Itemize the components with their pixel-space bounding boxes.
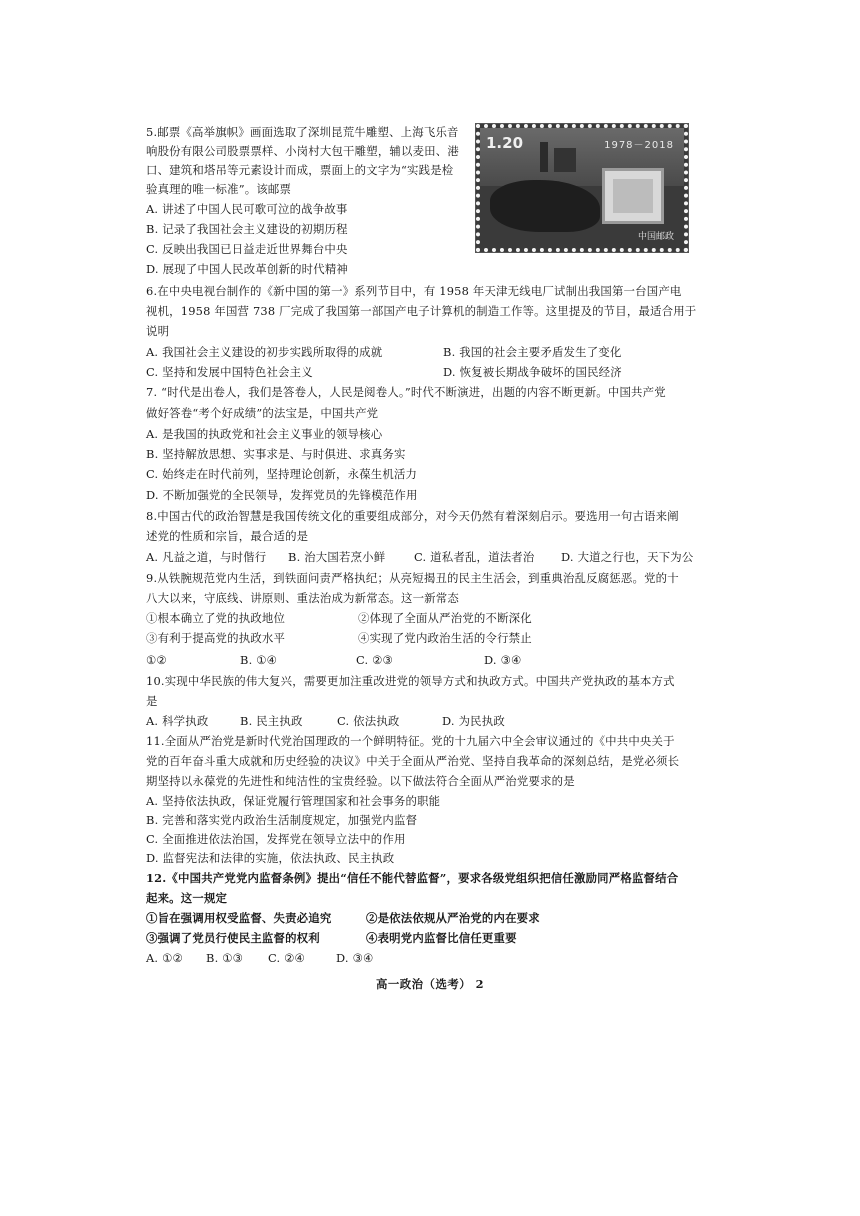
q11-option-a: A. 坚持依法执政，保证党履行管理国家和社会事务的职能	[146, 794, 441, 808]
q5-stem-line: 响股份有限公司股票票样、小岗村大包干雕塑，辅以麦田、港	[146, 144, 459, 158]
q12-statement-4: ④表明党内监督比信任更重要	[366, 931, 517, 945]
q5-option-a: A. 讲述了中国人民可歌可泣的战争故事	[146, 202, 348, 216]
q7-option-c: C. 始终走在时代前列，坚持理论创新，永葆生机活力	[146, 467, 418, 481]
q9-option-c: C. ②③	[356, 653, 393, 667]
stamp-building	[554, 148, 576, 172]
q7-stem-line: 7. “时代是出卷人，我们是答卷人，人民是阅卷人。”时代不断演进，出题的内容不断更新。中国共产党	[146, 385, 666, 399]
q11-stem-line: 党的百年奋斗重大成就和历史经验的决议》中关于全面从严治党、坚持自我革命的深刻总结，是党必须长	[146, 754, 680, 768]
q9-stem-line: 八大以来，守底线、讲原则、重法治成为新常态。这一新常态	[146, 591, 459, 605]
stamp-bull-sculpture	[490, 180, 600, 232]
q9-option-b: B. ①④	[240, 653, 278, 667]
q9-stem-line: 9.从铁腕规范党内生活，到铁面问责严格执纪；从亮短揭丑的民主生活会，到重典治乱反腐惩恶。党的十	[146, 571, 679, 585]
q5-option-c: C. 反映出我国已日益走近世界舞台中央	[146, 242, 348, 256]
q10-option-c: C. 依法执政	[337, 714, 400, 728]
q11-option-d: D. 监督宪法和法律的实施，依法执政、民主执政	[146, 851, 395, 865]
q12-option-a: A. ①②	[146, 951, 183, 965]
q10-option-d: D. 为民执政	[442, 714, 505, 728]
q8-option-a: A. 凡益之道，与时偕行	[146, 550, 267, 564]
stamp-share-certificate	[602, 168, 664, 224]
q5-option-b: B. 记录了我国社会主义建设的初期历程	[146, 222, 348, 236]
q7-option-a: A. 是我国的执政党和社会主义事业的领导核心	[146, 427, 383, 441]
stamp-country: 中国邮政	[637, 232, 674, 242]
postage-stamp-image	[476, 124, 688, 252]
q5-stem-line: 口、建筑和塔吊等元素设计而成，票面上的文字为“实践是检	[146, 163, 454, 177]
q8-option-d: D. 大道之行也，天下为公	[561, 550, 694, 564]
q11-option-c: C. 全面推进依法治国，发挥党在领导立法中的作用	[146, 832, 406, 846]
q7-option-b: B. 坚持解放思想、实事求是、与时俱进、求真务实	[146, 447, 406, 461]
q11-option-b: B. 完善和落实党内政治生活制度规定，加强党内监督	[146, 813, 418, 827]
q10-stem-line: 10.实现中华民族的伟大复兴，需要更加注重改进党的领导方式和执政方式。中国共产党执政的基本方式	[146, 674, 675, 688]
q6-stem-line: 视机，1958 年国营 738 厂完成了我国第一部国产电子计算机的制造工作等。这里提及的节目，最适合用于	[146, 304, 697, 318]
stamp-years: 1978－2018	[604, 140, 674, 151]
q6-stem-line: 6.在中央电视台制作的《新中国的第一》系列节目中，有 1958 年天津无线电厂试制出我国第一台国产电	[146, 284, 682, 298]
q8-stem-line: 8.中国古代的政治智慧是我国传统文化的重要组成部分，对今天仍然有着深刻启示。要选用一句古语来阐	[146, 509, 679, 523]
q6-option-d: D. 恢复被长期战争破坏的国民经济	[443, 365, 622, 379]
q10-option-a: A. 科学执政	[146, 714, 209, 728]
q8-option-b: B. 治大国若烹小鲜	[288, 550, 386, 564]
q7-stem-line: 做好答卷“考个好成绩”的法宝是，中国共产党	[146, 406, 379, 420]
q12-statement-2: ②是依法依规从严治党的内在要求	[366, 911, 540, 925]
q6-option-c: C. 坚持和发展中国特色社会主义	[146, 365, 313, 379]
q9-option-d: D. ③④	[484, 653, 522, 667]
q9-statement-3: ③有利于提高党的执政水平	[146, 631, 286, 645]
q12-statement-1: ①旨在强调用权受监督、失责必追究	[146, 911, 332, 925]
q11-stem-line: 11.全面从严治党是新时代党治国理政的一个鲜明特征。党的十九届六中全会审议通过的《中共中央关于	[146, 734, 675, 748]
q10-option-b: B. 民主执政	[240, 714, 303, 728]
q10-stem-line: 是	[146, 694, 158, 708]
q5-stem-line: 验真理的唯一标准”。该邮票	[146, 182, 292, 196]
q12-option-d: D. ③④	[336, 951, 374, 965]
q5-option-d: D. 展现了中国人民改革创新的时代精神	[146, 262, 349, 276]
q7-option-d: D. 不断加强党的全民领导，发挥党员的先锋模范作用	[146, 488, 418, 502]
q8-option-c: C. 道私者乱，道法者治	[414, 550, 535, 564]
q12-statement-3: ③强调了党员行使民主监督的权利	[146, 931, 320, 945]
q9-statement-4: ④实现了党内政治生活的令行禁止	[358, 631, 532, 645]
q8-stem-line: 述党的性质和宗旨，最合适的是	[146, 529, 309, 543]
q9-statement-1: ①根本确立了党的执政地位	[146, 611, 286, 625]
q6-option-b: B. 我国的社会主要矛盾发生了变化	[443, 345, 622, 359]
q12-option-b: B. ①③	[206, 951, 244, 965]
stamp-building	[540, 142, 548, 172]
q9-statement-2: ②体现了全面从严治党的不断深化	[358, 611, 532, 625]
q11-stem-line: 期坚持以永葆党的先进性和纯洁性的宝贵经验。以下做法符合全面从严治党要求的是	[146, 774, 575, 788]
q9-option-a: ①②	[146, 653, 167, 667]
q6-stem-line: 说明	[146, 324, 170, 338]
page-footer: 高一政治（选考） 2	[375, 977, 485, 991]
stamp-denomination: 1.20	[486, 134, 524, 152]
q6-option-a: A. 我国社会主义建设的初步实践所取得的成就	[146, 345, 383, 359]
q5-stem-line: 5.邮票《高举旗帜》画面选取了深圳昆荒牛雕塑、上海飞乐音	[146, 125, 459, 139]
q12-stem-line: 12.《中国共产党党内监督条例》提出“信任不能代替监督”，要求各级党组织把信任激励同严格监督结合	[146, 871, 679, 885]
q12-stem-line: 起来。这一规定	[146, 891, 228, 905]
q12-option-c: C. ②④	[268, 951, 305, 965]
